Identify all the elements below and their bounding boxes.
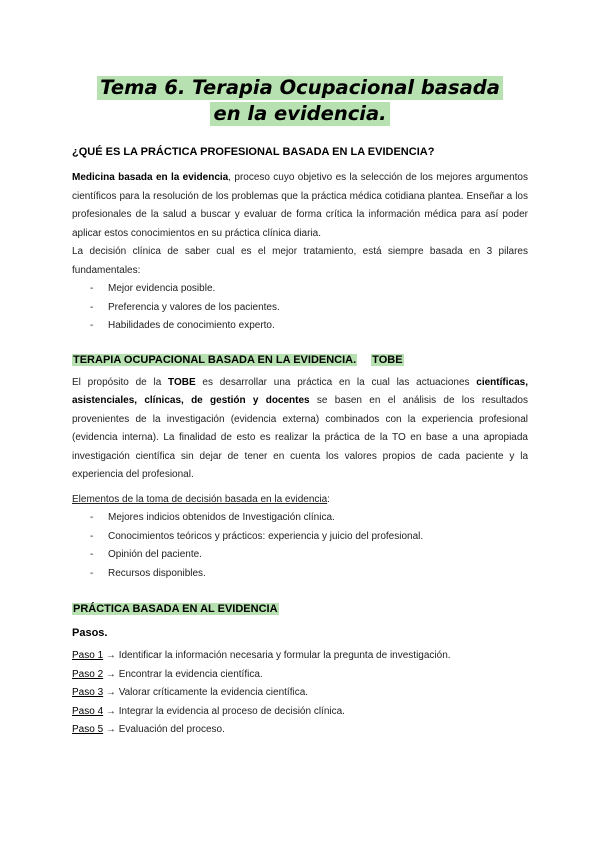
paragraph-pilares: La decisión clínica de saber cual es el mejor tratamiento, está siempre basada en 3 pilares fundamentales: bbox=[72, 246, 528, 276]
list-item bbox=[72, 546, 528, 565]
list-item-text: Mejor evidencia posible. bbox=[108, 283, 216, 294]
step-row bbox=[72, 666, 528, 685]
heading-highlight: PRÁCTICA BASADA EN AL EVIDENCIA bbox=[73, 603, 278, 615]
step-text: → Evaluación del proceso. bbox=[103, 724, 225, 735]
step-text: → Integrar la evidencia al proceso de decisión clínica. bbox=[103, 705, 345, 717]
step-text: → Valorar críticamente la evidencia científica. bbox=[103, 687, 309, 698]
list-item-text: Conocimientos teóricos y prácticos: experiencia y juicio del profesional. bbox=[108, 530, 424, 542]
step-label: Paso 1 bbox=[72, 650, 104, 661]
dash-marker: - bbox=[90, 512, 94, 523]
list-item-text: Recursos disponibles. bbox=[108, 567, 206, 579]
title-line-1: Tema 6. Terapia Ocupacional basada bbox=[97, 76, 503, 100]
step-text: → Identificar la información necesaria y formular la pregunta de investigación. bbox=[103, 650, 451, 661]
step-label: Paso 5 bbox=[72, 724, 104, 735]
term-actuaciones: científicas, asistenciales, clínicas, de gestión y docentes bbox=[72, 376, 528, 406]
steps-list bbox=[72, 647, 528, 740]
dash-marker: - bbox=[90, 549, 94, 560]
document-title bbox=[0, 76, 600, 128]
list-item-text: Preferencia y valores de los pacientes. bbox=[108, 301, 280, 313]
list-item bbox=[72, 565, 528, 584]
section-heading-tobe bbox=[72, 352, 528, 368]
section-heading-practica-profesional: ¿QUÉ ES LA PRÁCTICA PROFESIONAL BASADA EN LA EVIDENCIA? bbox=[72, 146, 435, 158]
text-run: es desarrollar una práctica en la cual las actuaciones bbox=[195, 376, 477, 388]
text-run: El propósito de la bbox=[72, 376, 169, 388]
list-item bbox=[72, 299, 528, 318]
elementos-list bbox=[72, 509, 528, 583]
document-body bbox=[72, 144, 528, 740]
dash-marker: - bbox=[90, 530, 94, 542]
list-item bbox=[72, 317, 528, 336]
list-item-text: Habilidades de conocimiento experto. bbox=[108, 320, 275, 331]
subheading-elementos bbox=[72, 491, 528, 510]
term-tobe: TOBE bbox=[168, 376, 196, 388]
step-label: Paso 3 bbox=[72, 687, 104, 698]
section-heading-practica-basada bbox=[72, 601, 528, 617]
paragraph-definition bbox=[72, 169, 528, 243]
title-line-2: en la evidencia. bbox=[210, 102, 389, 126]
step-label: Paso 2 bbox=[72, 668, 104, 680]
step-row bbox=[72, 703, 528, 722]
list-item bbox=[72, 509, 528, 528]
term-medicina-basada: Medicina basada en la evidencia bbox=[72, 172, 229, 183]
underlined-subheading: Elementos de la toma de decisión basada en la evidencia bbox=[72, 493, 328, 505]
list-item bbox=[72, 280, 528, 299]
list-item bbox=[72, 528, 528, 547]
dash-marker: - bbox=[90, 301, 94, 313]
subheading-pasos: Pasos. bbox=[72, 627, 108, 639]
step-row bbox=[72, 684, 528, 703]
step-row bbox=[72, 721, 528, 740]
definition-text: , proceso cuyo objetivo es la selección de los mejores argumentos científicos para la resolución de los problemas que la práctica médica cotidiana plantea. Enseñar a los profesionales de la salud a buscar y evaluar de forma crítica la información médica para así poder aplicar estos conocimientos en su práctica clínica diaria. bbox=[72, 172, 528, 239]
dash-marker: - bbox=[90, 320, 94, 331]
list-item-text: Mejores indicios obtenidos de Investigación clínica. bbox=[108, 512, 335, 523]
dash-marker: - bbox=[90, 567, 94, 579]
list-item-text: Opinión del paciente. bbox=[108, 549, 202, 560]
heading-abbr-tobe: TOBE bbox=[372, 353, 403, 366]
step-label: Paso 4 bbox=[72, 705, 104, 717]
paragraph-tobe bbox=[72, 374, 528, 485]
heading-highlight: TERAPIA OCUPACIONAL BASADA EN LA EVIDENCIA. bbox=[73, 353, 357, 366]
pilares-list bbox=[72, 280, 528, 336]
step-row bbox=[72, 647, 528, 666]
step-text: → Encontrar la evidencia científica. bbox=[103, 668, 263, 680]
text-run: se basen en el análisis de los resultados provenientes de la investigación (evidencia externa) combinados con la experiencia profesional (evidencia interna). La finalidad de esto es realizar la práctica de la TO en base a una apropiada investigación científica sin dejar de tener en cuenta los valores propios de cada paciente y la experiencia del profesional. bbox=[72, 395, 528, 480]
colon: : bbox=[327, 493, 330, 505]
dash-marker: - bbox=[90, 283, 94, 294]
